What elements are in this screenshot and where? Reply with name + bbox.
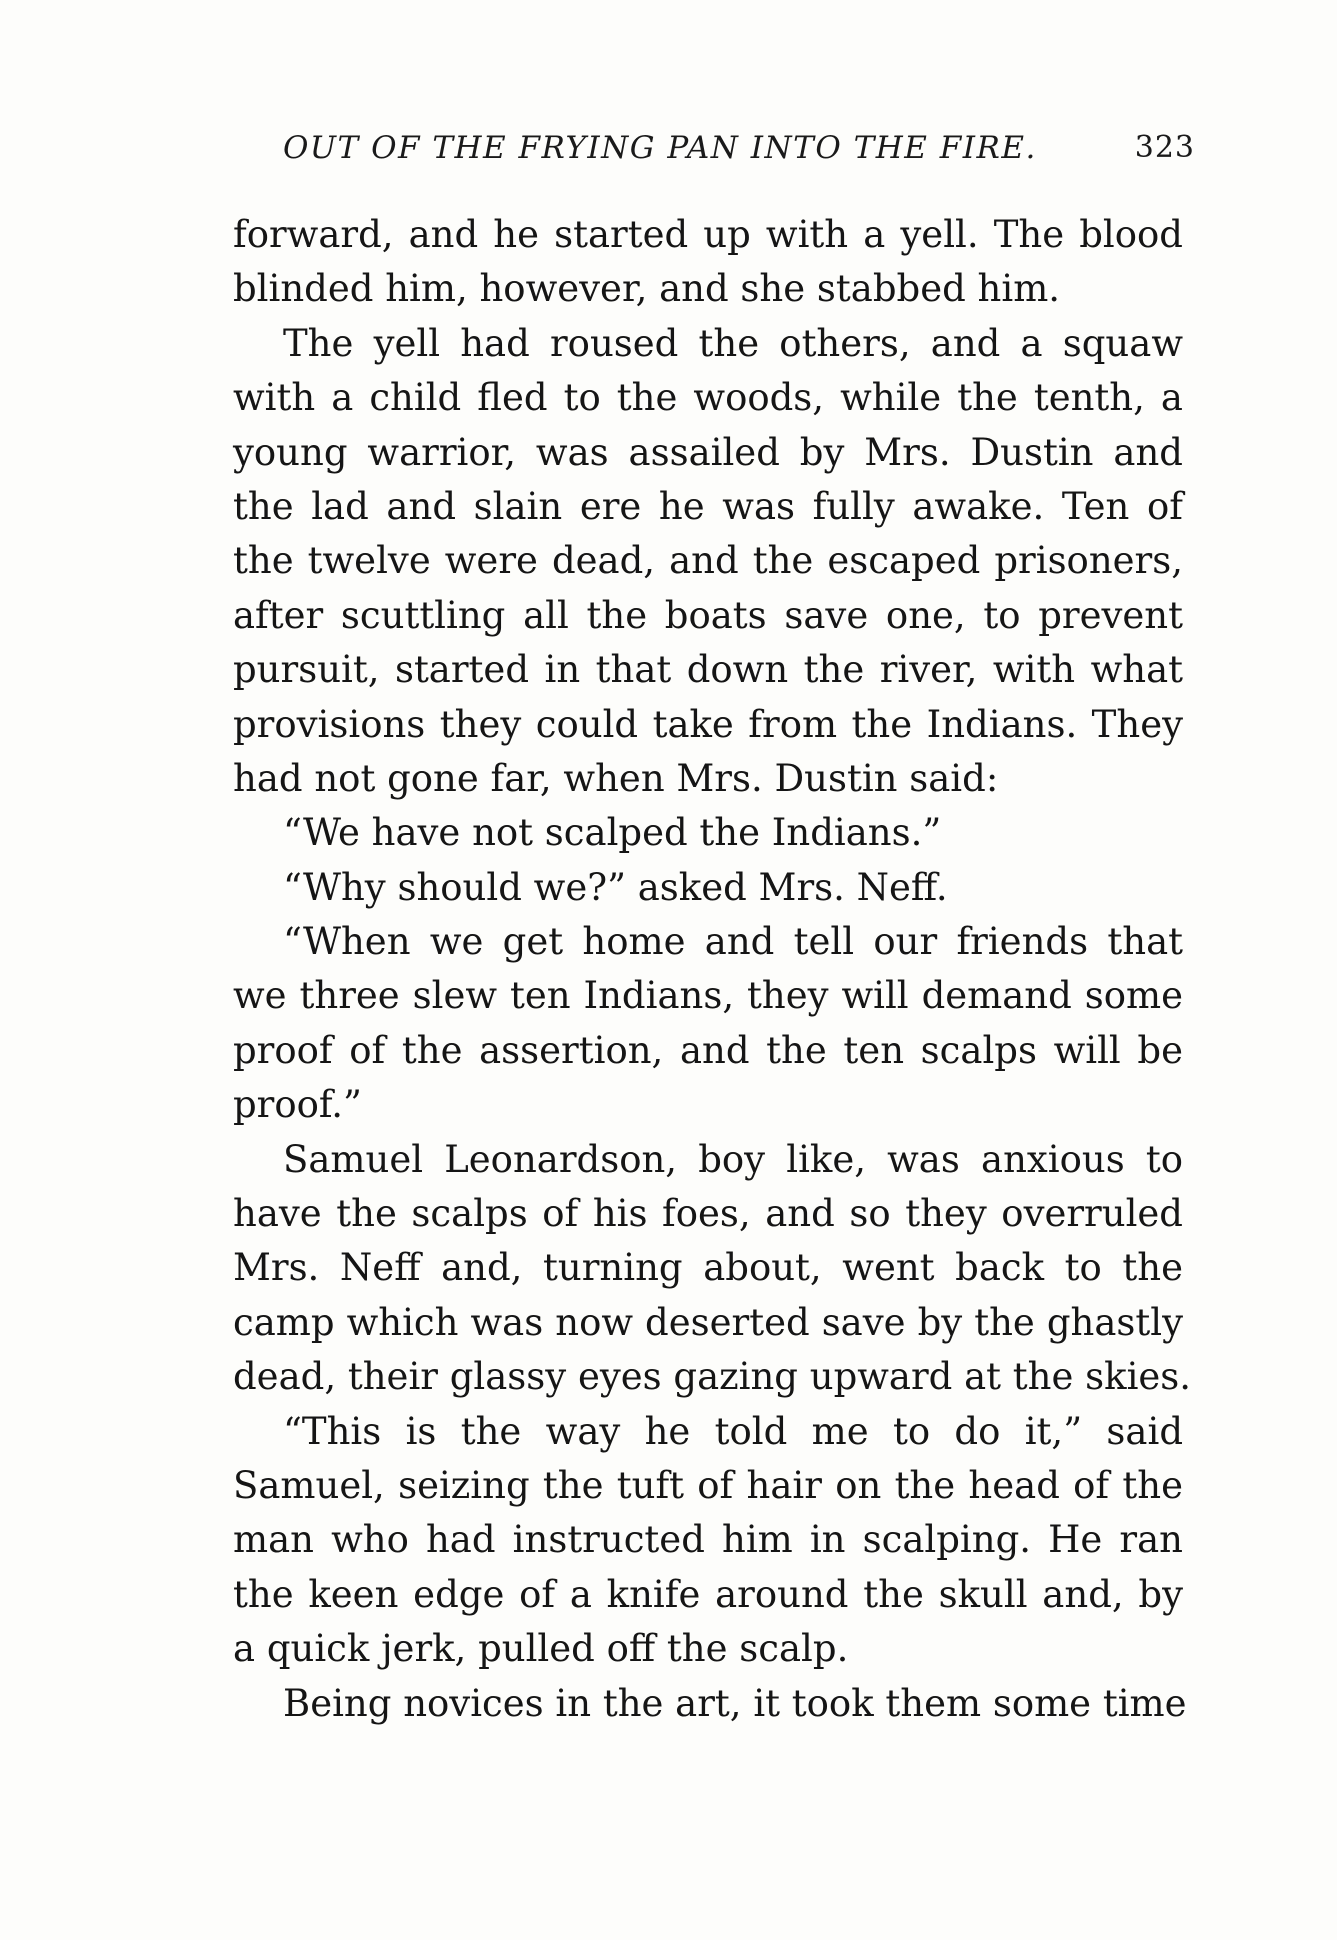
text-line: the keen edge of a knife around the skull and, by xyxy=(233,1572,1183,1616)
text-line: a quick jerk, pulled off the scalp. xyxy=(233,1627,849,1671)
text-line: have the scalps of his foes, and so they overruled xyxy=(233,1192,1183,1236)
text-line: provisions they could take from the Indians. They xyxy=(233,702,1183,746)
text-line: with a child fled to the woods, while the tenth, a xyxy=(233,376,1183,420)
text-line: after scuttling all the boats save one, to prevent xyxy=(233,593,1183,637)
text-line: the lad and slain ere he was fully awake. Ten of xyxy=(233,484,1183,528)
text-line: Mrs. Neff and, turning about, went back to the xyxy=(233,1246,1183,1290)
text-line: Being novices in the art, it took them some time xyxy=(283,1681,1187,1725)
text-line: “We have not scalped the Indians.” xyxy=(283,811,942,855)
text-line: The yell had roused the others, and a squaw xyxy=(283,321,1183,365)
running-head: OUT OF THE FRYING PAN INTO THE FIRE. xyxy=(283,130,1037,166)
body-text xyxy=(233,208,1192,1731)
text-line: “Why should we?” asked Mrs. Neff. xyxy=(283,865,948,909)
text-line: “When we get home and tell our friends that xyxy=(283,920,1183,964)
text-line: had not gone far, when Mrs. Dustin said: xyxy=(233,756,999,800)
text-line: young warrior, was assailed by Mrs. Dustin and xyxy=(233,430,1183,474)
text-line: blinded him, however, and she stabbed him. xyxy=(233,267,1061,311)
text-line: proof of the assertion, and the ten scalps will be xyxy=(233,1028,1183,1072)
page-header xyxy=(283,130,1195,172)
text-line: forward, and he started up with a yell. The blood xyxy=(233,213,1183,256)
text-line: dead, their glassy eyes gazing upward at the skies. xyxy=(233,1355,1192,1399)
text-line: pursuit, started in that down the river, with what xyxy=(233,648,1183,692)
text-line: we three slew ten Indians, they will demand some xyxy=(233,974,1183,1018)
text-line: Samuel, seizing the tuft of hair on the head of the xyxy=(233,1463,1183,1507)
text-line: man who had instructed him in scalping. He ran xyxy=(233,1518,1183,1562)
text-line: proof.” xyxy=(233,1083,362,1127)
text-line: “This is the way he told me to do it,” said xyxy=(283,1409,1183,1453)
text-line: Samuel Leonardson, boy like, was anxious to xyxy=(283,1137,1183,1181)
text-line: camp which was now deserted save by the ghastly xyxy=(233,1300,1183,1344)
text-line: the twelve were dead, and the escaped prisoners, xyxy=(233,539,1183,583)
page-number: 323 xyxy=(1134,130,1195,165)
